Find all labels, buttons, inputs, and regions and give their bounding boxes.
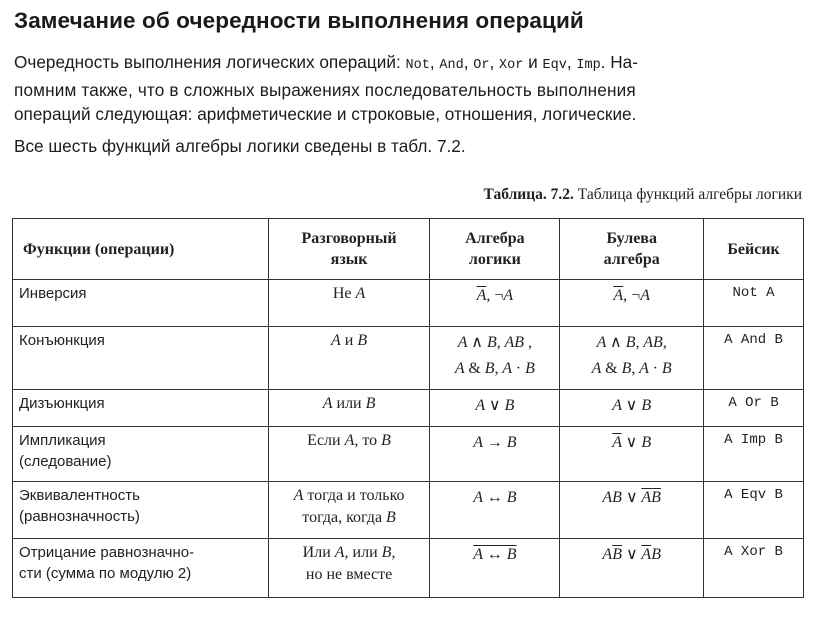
var-a: A	[334, 544, 345, 561]
var-a-negated: $\overline{A}$	[613, 287, 624, 304]
dot-symbol: ·	[652, 360, 658, 377]
var-b: B	[381, 432, 391, 449]
table-row	[13, 390, 804, 427]
row-name: Инверсия	[13, 280, 269, 327]
equivalence-arrow: ↔	[486, 546, 503, 563]
or-symbol: ∨	[625, 546, 638, 563]
code-not: Not	[405, 58, 430, 73]
text-fragment: ,	[494, 360, 499, 377]
not-symbol: ¬	[631, 287, 641, 304]
code-imp: Imp	[576, 58, 601, 73]
var-b: B	[365, 395, 376, 412]
table-row	[13, 482, 804, 539]
var-a: A	[330, 332, 341, 349]
row-speech	[268, 427, 430, 482]
text-fragment: ,	[463, 52, 474, 72]
header-text: логики	[468, 251, 521, 268]
var-a: A	[454, 360, 465, 377]
var-ab: AB	[504, 334, 524, 351]
code-or: Or	[473, 58, 490, 73]
text-fragment: ,	[623, 287, 632, 304]
text-fragment: , или	[344, 544, 382, 561]
text-fragment: Или	[302, 544, 335, 561]
row-name: Конъюнкция	[13, 327, 269, 390]
var-b: B	[504, 397, 515, 414]
row-boolean-algebra	[560, 539, 704, 598]
row-basic: Not A	[704, 280, 804, 327]
row-boolean-algebra	[560, 280, 704, 327]
header-text: Булева	[606, 230, 657, 247]
var-a: A	[502, 360, 512, 377]
text-fragment: или	[332, 395, 366, 412]
var-a: A	[612, 397, 622, 414]
row-basic: A And B	[704, 327, 804, 390]
text-fragment: ,	[566, 52, 577, 72]
var-b: B	[621, 360, 632, 377]
text-fragment: Эквивалентность	[19, 487, 140, 504]
text-fragment: тогда и только	[303, 487, 405, 504]
text-fragment: ,	[489, 52, 500, 72]
var-a: A	[322, 395, 333, 412]
row-name: Дизъюнкция	[13, 390, 269, 427]
header-text: язык	[330, 251, 368, 268]
and-symbol: ∧	[471, 334, 483, 351]
var-a: A	[596, 334, 607, 351]
row-logic-algebra	[430, 539, 560, 598]
text-fragment: ,	[662, 334, 667, 351]
var-b: B	[525, 360, 535, 377]
var-a: A	[640, 287, 650, 304]
or-symbol: ∨	[625, 397, 638, 414]
row-basic: A Or B	[704, 390, 804, 427]
var-a: A	[473, 489, 483, 506]
var-b: B	[641, 434, 652, 451]
row-name	[13, 539, 269, 598]
table-caption	[484, 186, 802, 204]
text-fragment: сти (сумма по модулю 2)	[19, 565, 192, 582]
equivalence-arrow: ↔	[486, 489, 503, 506]
row-basic: A Imp B	[704, 427, 804, 482]
var-a-negated: $\overline{A}$	[641, 489, 652, 506]
row-boolean-algebra	[560, 427, 704, 482]
section-heading: Замечание об очередности выполнения операций	[14, 8, 584, 33]
table-header-row	[13, 219, 804, 280]
text-fragment: тогда, когда	[302, 509, 387, 526]
row-name	[13, 427, 269, 482]
text-fragment: Очередность выполнения логических операций:	[14, 52, 406, 72]
text-fragment: ,	[391, 544, 396, 561]
var-b: B	[486, 334, 497, 351]
var-a: A	[639, 360, 649, 377]
table-row	[13, 427, 804, 482]
amp-symbol: &	[605, 360, 618, 377]
row-speech	[268, 482, 430, 539]
var-b: B	[506, 546, 517, 563]
var-a-negated: $\overline{A}$	[612, 434, 622, 451]
caption-label: Таблица. 7.2.	[483, 186, 574, 203]
var-a: A	[503, 287, 514, 304]
caption-title: Таблица функций алгебры логики	[573, 186, 802, 203]
var-b-negated: $\overline{B}$	[612, 546, 622, 563]
var-a: A	[475, 397, 485, 414]
text-fragment: , то	[354, 432, 382, 449]
var-a-negated: $\overline{A}$	[641, 546, 652, 563]
var-b: B	[381, 544, 392, 561]
paragraph-operations-order	[14, 50, 804, 126]
text-fragment: но не вместе	[305, 566, 393, 583]
paragraph-table-reference: Все шесть функций алгебры логики сведены в табл. 7.2.	[14, 136, 466, 156]
text-fragment: (равнозначность)	[19, 508, 140, 525]
table-row	[13, 539, 804, 598]
var-a: A	[355, 285, 366, 302]
paragraph-line-3: операций следующая: арифметические и строковые, отношения, логические.	[14, 104, 637, 124]
text-fragment: ,	[496, 334, 501, 351]
var-a: A	[457, 334, 468, 351]
header-functions: Функции (операции)	[13, 219, 269, 280]
table-row	[13, 280, 804, 327]
not-symbol: ¬	[494, 287, 504, 304]
row-basic: A Eqv B	[704, 482, 804, 539]
var-a: A	[591, 360, 602, 377]
var-a: A	[602, 546, 613, 563]
or-symbol: ∨	[625, 489, 638, 506]
text-fragment: Отрицание равнозначно-	[19, 544, 195, 561]
logic-functions-table	[12, 218, 804, 598]
implication-arrow: →	[486, 434, 503, 451]
header-basic: Бейсик	[704, 219, 804, 280]
row-basic: A Xor B	[704, 539, 804, 598]
var-a: A	[344, 432, 355, 449]
text-fragment: ,	[486, 287, 495, 304]
var-b: B	[506, 489, 517, 506]
row-speech	[268, 280, 430, 327]
row-boolean-algebra	[560, 390, 704, 427]
header-text: Разговорный	[301, 230, 397, 247]
var-b: B	[651, 546, 661, 563]
row-boolean-algebra	[560, 327, 704, 390]
var-a: A	[473, 434, 483, 451]
amp-symbol: &	[468, 360, 481, 377]
text-fragment: Импликация	[19, 432, 106, 449]
row-logic-algebra	[430, 427, 560, 482]
row-speech	[268, 539, 430, 598]
text-fragment: Если	[307, 432, 345, 449]
table-row	[13, 327, 804, 390]
text-fragment: ,	[631, 360, 636, 377]
paragraph-line-1	[14, 50, 804, 78]
var-b: B	[484, 360, 495, 377]
row-logic-algebra	[430, 327, 560, 390]
var-a: A	[293, 487, 304, 504]
var-b: B	[386, 509, 396, 526]
var-b: B	[625, 334, 636, 351]
code-eqv: Eqv	[542, 58, 567, 73]
text-fragment: (следование)	[19, 453, 112, 470]
row-logic-algebra	[430, 390, 560, 427]
text-fragment: и	[340, 332, 358, 349]
paragraph-line-2: помним также, что в сложных выражениях последовательность выполнения	[14, 80, 636, 100]
row-logic-algebra	[430, 482, 560, 539]
code-xor: Xor	[499, 58, 524, 73]
var-a-negated: $\overline{A}$	[476, 287, 487, 304]
row-name	[13, 482, 269, 539]
or-symbol: ∨	[488, 397, 501, 414]
row-speech	[268, 390, 430, 427]
var-ab: AB	[602, 489, 622, 506]
text-fragment: ,	[429, 52, 440, 72]
text-fragment: Не	[332, 285, 356, 302]
text-fragment: ,	[635, 334, 640, 351]
negated-equivalence	[473, 546, 516, 563]
row-logic-algebra	[430, 280, 560, 327]
var-b: B	[506, 434, 517, 451]
row-speech	[268, 327, 430, 390]
var-ab: AB	[643, 334, 663, 351]
var-b-negated: $\overline{B}$	[651, 489, 661, 506]
var-a: A	[473, 546, 483, 563]
var-b: B	[641, 397, 652, 414]
and-symbol: ∧	[610, 334, 622, 351]
header-text: Алгебра	[465, 230, 525, 247]
header-text: алгебра	[603, 251, 660, 268]
header-speech	[268, 219, 430, 280]
code-and: And	[439, 58, 464, 73]
row-boolean-algebra	[560, 482, 704, 539]
var-b: B	[357, 332, 368, 349]
or-symbol: ∨	[625, 434, 638, 451]
header-logic-algebra	[430, 219, 560, 280]
var-b: B	[661, 360, 672, 377]
text-fragment: и	[523, 52, 543, 72]
header-boolean-algebra	[560, 219, 704, 280]
text-fragment: ,	[528, 334, 532, 351]
dot-symbol: ·	[515, 360, 522, 377]
text-fragment: . На-	[600, 52, 638, 72]
